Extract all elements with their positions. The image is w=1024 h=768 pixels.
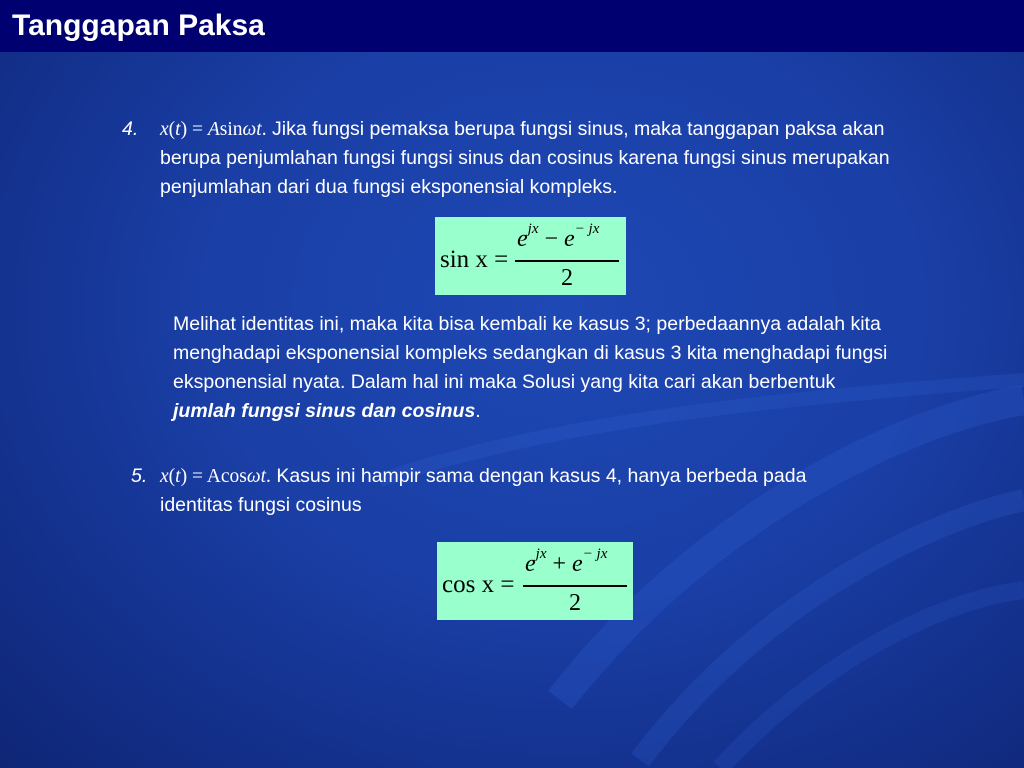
cos-formula-numerator: $e^{jx} + e^{- jx}$ (525, 546, 608, 577)
cos-identity-formula (437, 542, 633, 620)
sin-formula-denominator: 2 (561, 265, 573, 291)
item-4-number: 4. (122, 118, 139, 140)
item-4-expression: x(t) = Asinωt. (160, 119, 267, 140)
item-4-text: x(t) = Asinωt. Jika fungsi pemaksa berupa fungsi sinus, maka tanggapan paksa akan berupa penjumlahan fungsi fungsi sinus dan cosinus karena fungsi sinus merupakan penjumlahan dari dua fungsi eksponensial kompleks. (160, 118, 890, 198)
identity-note: Melihat identitas ini, maka kita bisa kembali ke kasus 3; perbedaannya adalah kita menghadapi eksponensial kompleks sedangkan di kasus 3 kita menghadapi fungsi eksponensial nyata. Dalam hal ini maka Solusi yang kita cari akan berbentuk jumlah fungsi sinus dan cosinus. (173, 313, 888, 422)
item-5-expression: x(t) = Acosωt. (160, 466, 271, 487)
sin-fraction-bar (515, 260, 619, 262)
cos-formula-lhs: cos x = (442, 571, 515, 598)
sin-formula-numerator: $e^{jx} - e^{- jx}$ (517, 221, 600, 252)
item-5-text: x(t) = Acosωt. Kasus ini hampir sama dengan kasus 4, hanya berbeda pada identitas fungsi cosinus (160, 465, 807, 516)
sin-identity-formula (435, 217, 626, 295)
identity-note-emphasis: jumlah fungsi sinus dan cosinus (173, 400, 476, 422)
sin-formula-lhs: sin x = (440, 246, 509, 273)
cos-fraction-bar (523, 585, 627, 587)
item-5-number: 5. (131, 465, 148, 487)
cos-formula-denominator: 2 (569, 590, 581, 616)
title-bar (0, 0, 1024, 52)
slide-title: Tanggapan Paksa (12, 9, 265, 42)
